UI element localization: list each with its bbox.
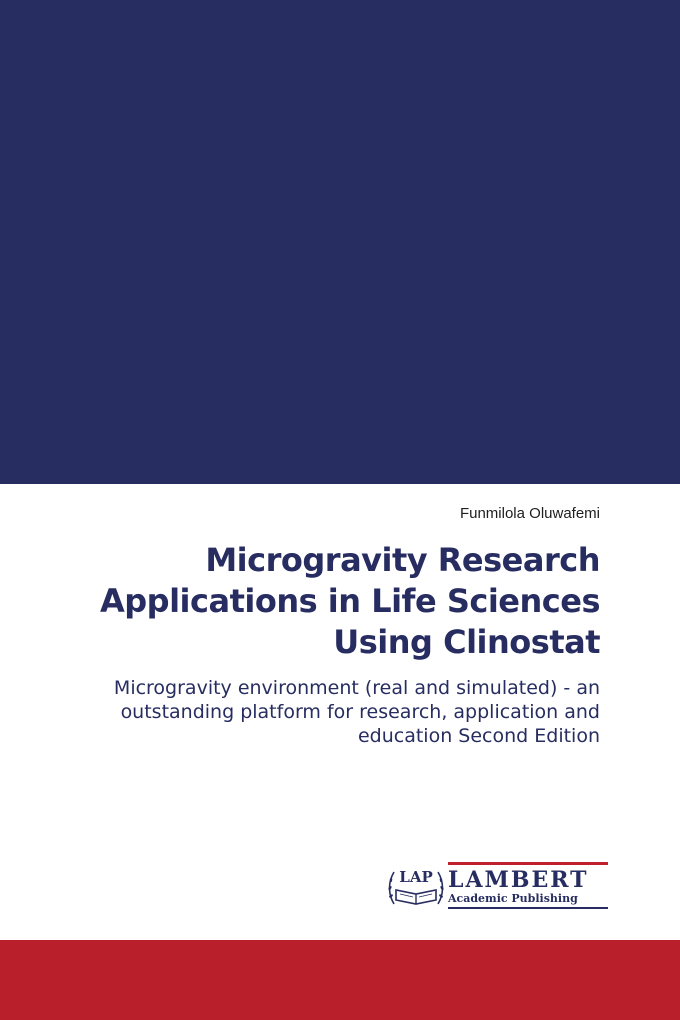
publisher-logo <box>386 860 608 912</box>
book-subtitle-line: education Second Edition <box>357 725 600 747</box>
lap-emblem-text: LAP <box>399 868 433 886</box>
cover-top-band <box>0 0 680 484</box>
book-subtitle-line: outstanding platform for research, application and <box>120 701 600 723</box>
book-title <box>40 540 600 663</box>
publisher-subname: Academic Publishing <box>448 892 578 905</box>
publisher-rule-bottom <box>448 907 608 909</box>
book-title-line: Using Clinostat <box>333 623 600 661</box>
book-subtitle <box>40 676 600 748</box>
cover-bottom-band <box>0 940 680 1020</box>
publisher-name: LAMBERT <box>448 867 589 893</box>
book-subtitle-line: Microgravity environment (real and simulated) - an <box>113 677 600 699</box>
lap-book-emblem-icon <box>386 860 446 912</box>
book-title-line: Applications in Life Sciences <box>100 582 600 620</box>
publisher-wordmark <box>448 862 608 909</box>
publisher-rule-top <box>448 862 608 865</box>
book-title-line: Microgravity Research <box>205 541 600 579</box>
author-name: Funmilola Oluwafemi <box>459 505 600 522</box>
